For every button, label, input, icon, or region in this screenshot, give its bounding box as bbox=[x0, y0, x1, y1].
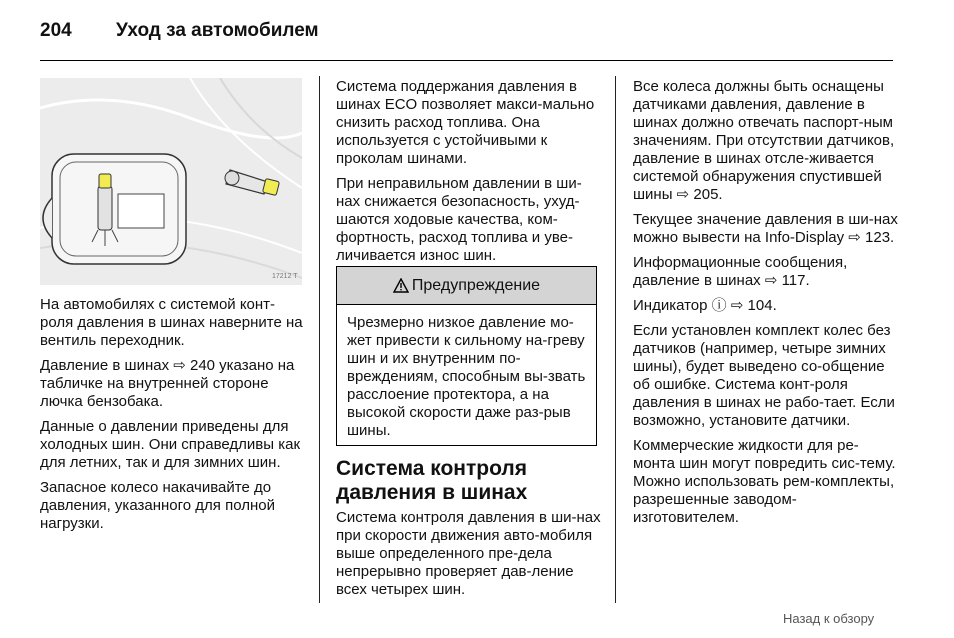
col1-paragraph-3: Данные о давлении приведены для холодных шин. Они справедливы как для летних, так и для зимних шин. bbox=[40, 418, 301, 471]
col2-paragraph-2: При неправильном давлении в ши-нах снижается безопасность, ухуд-шаются ходовые качества, ком-фортность, расход топлива и уве-личивается износ шин. bbox=[336, 175, 582, 264]
warning-triangle-icon bbox=[393, 278, 409, 293]
col3-paragraph-5: Если установлен комплект колес без датчиков (например, четыре зимних шины), будет выведено со-общение об ошибке. Система конт-роля давления в шинах не рабо-тает. Если возможно, установите датчики. bbox=[633, 322, 895, 429]
warning-box bbox=[336, 266, 597, 446]
page-number: 204 bbox=[40, 20, 72, 41]
warning-title: Предупреждение bbox=[411, 276, 541, 294]
column-divider-2 bbox=[615, 76, 616, 603]
col1-paragraph-4: Запасное колесо накачивайте до давления, указанного для полной нагрузки. bbox=[40, 479, 275, 532]
fuel-flap-illustration bbox=[40, 78, 302, 285]
col1-paragraph-2: Давление в шинах ⇨ 240 указано на табличке на внутренней стороне лючка бензобака. bbox=[40, 357, 295, 410]
col2-paragraph-3: Система контроля давления в ши-нах при скорости движения авто-мобиля выше определенного пре-дела непрерывно проверяет дав-ление всех четырех шин. bbox=[336, 509, 601, 598]
column-divider-1 bbox=[319, 76, 320, 603]
figure-code: 17212 T bbox=[272, 273, 298, 280]
col3-paragraph-2: Текущее значение давления в ши-нах можно вывести на Info-Display ⇨ 123. bbox=[633, 211, 898, 246]
col1-paragraph-1: На автомобилях с системой конт-роля давления в шинах наверните на вентиль переходник. bbox=[40, 296, 303, 349]
col2-paragraph-1: Система поддержания давления в шинах ECO позволяет макси-мально снизить расход топлива. Она используется с устойчивыми к проколам шинами. bbox=[336, 78, 595, 167]
col3-paragraph-4: Индикатор ⓘ ⇨ 104. bbox=[633, 297, 777, 314]
column-3 bbox=[633, 78, 899, 534]
warning-header bbox=[337, 267, 596, 305]
column-1 bbox=[40, 296, 306, 540]
warning-text: Чрезмерно низкое давление мо-жет привести к сильному на-греву шин и их внутренним по-вреждениям, способным вы-звать расслоение протектора, а на высокой скорости даже раз-рыв шины. bbox=[347, 314, 586, 439]
header-divider bbox=[40, 60, 893, 61]
column-2-bottom bbox=[336, 457, 602, 606]
page-title: Уход за автомобилем bbox=[116, 20, 319, 41]
back-to-overview-link[interactable]: Назад к обзору bbox=[783, 611, 875, 626]
col3-paragraph-3: Информационные сообщения, давление в шинах ⇨ 117. bbox=[633, 254, 848, 289]
section-heading: Система контроля давления в шинах bbox=[336, 457, 528, 504]
column-2-top bbox=[336, 78, 602, 272]
col3-paragraph-6: Коммерческие жидкости для ре-монта шин могут повредить сис-тему. Можно использовать рем-комплекты, разрешенные заводом-изготовителем. bbox=[633, 437, 896, 526]
col3-paragraph-1: Все колеса должны быть оснащены датчиками давления, давление в шинах должно отвечать паспорт-ным значениям. При отсутствии датчиков, давление в шинах отсле-живается системой обнаружения спустившей шины ⇨ 205. bbox=[633, 78, 895, 203]
